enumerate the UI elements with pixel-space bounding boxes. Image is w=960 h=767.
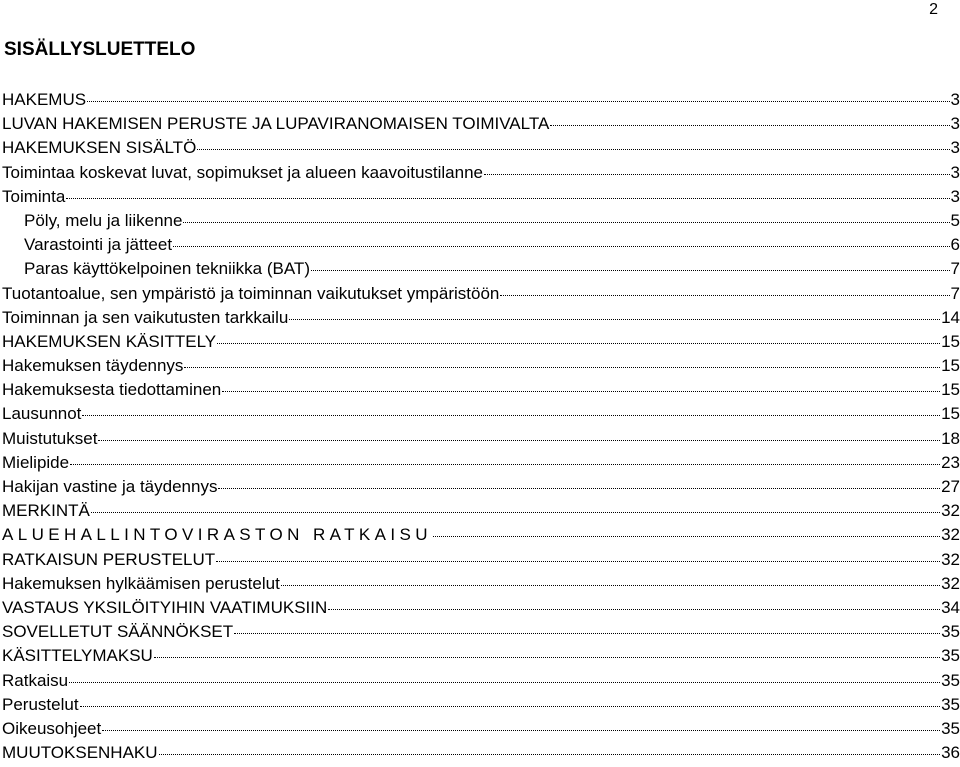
toc-entry-page: 27	[941, 477, 960, 496]
toc-dot-leader	[217, 343, 940, 344]
toc-entry-page: 3	[950, 162, 960, 182]
toc-dot-leader	[154, 657, 940, 658]
toc-dot-leader	[66, 198, 949, 199]
toc-entry-page: 15	[941, 404, 960, 424]
toc-entry-page: 32	[941, 501, 960, 521]
toc-entry-page: 15	[941, 380, 960, 400]
toc-dot-leader	[98, 440, 940, 441]
toc-entry-label: LUVAN HAKEMISEN PERUSTE JA LUPAVIRANOMAISEN TOIMIVALTA	[2, 114, 550, 134]
toc-entry-page: 6	[950, 235, 960, 255]
toc-entry-page: 5	[950, 210, 960, 230]
toc-dot-leader	[234, 633, 940, 634]
toc-entry[interactable]	[2, 572, 960, 596]
toc-entry-label: Mielipide	[2, 452, 70, 472]
toc-entry-label: Hakemuksesta tiedottaminen	[2, 380, 222, 400]
toc-dot-leader	[218, 488, 940, 489]
toc-entry-label: Perustelut	[2, 694, 79, 714]
toc-entry[interactable]	[2, 257, 960, 281]
toc-entry-label: Lausunnot	[2, 404, 82, 424]
toc-entry[interactable]	[2, 112, 960, 136]
toc-entry-page: 36	[941, 743, 960, 763]
toc-entry-page: 3	[950, 90, 960, 109]
toc-entry-label: Oikeusohjeet	[2, 718, 102, 738]
toc-dot-leader	[184, 367, 940, 368]
toc-entry-label: VASTAUS YKSILÖITYIHIN VAATIMUKSIIN	[2, 597, 328, 617]
toc-entry-label: Hakemuksen hylkäämisen perustelut	[2, 573, 280, 593]
toc-dot-leader	[91, 512, 940, 513]
toc-entry[interactable]	[2, 306, 960, 330]
toc-dot-leader	[500, 295, 949, 296]
toc-entry-page: 32	[941, 525, 960, 545]
toc-dot-leader	[183, 222, 949, 223]
toc-entry-label: Ratkaisu	[2, 670, 69, 690]
toc-entry[interactable]	[2, 741, 960, 765]
toc-entry[interactable]	[2, 378, 960, 402]
toc-entry-label: Paras käyttökelpoinen tekniikka (BAT)	[24, 259, 310, 279]
toc-entry[interactable]	[2, 644, 960, 668]
toc-entry[interactable]	[2, 88, 960, 112]
toc-entry-page: 35	[941, 694, 960, 714]
toc-entry[interactable]	[2, 596, 960, 620]
toc-entry[interactable]	[2, 499, 960, 523]
table-of-contents	[2, 88, 960, 765]
toc-dot-leader	[69, 682, 940, 683]
toc-entry-page: 3	[950, 186, 960, 206]
toc-entry[interactable]	[2, 161, 960, 185]
toc-entry-page: 23	[941, 452, 960, 472]
toc-dot-leader	[102, 730, 940, 731]
toc-entry-page: 32	[941, 573, 960, 593]
toc-title: SISÄLLYSLUETTELO	[4, 39, 196, 60]
toc-entry-page: 3	[950, 114, 960, 134]
toc-entry-label: Hakemuksen täydennys	[2, 356, 184, 376]
toc-entry-label: Toimintaa koskevat luvat, sopimukset ja alueen kaavoitustilanne	[2, 162, 483, 182]
toc-entry[interactable]	[2, 523, 960, 547]
toc-dot-leader	[159, 754, 941, 755]
toc-entry-label: KÄSITTELYMAKSU	[2, 646, 153, 666]
toc-dot-leader	[433, 536, 940, 537]
toc-entry[interactable]	[2, 717, 960, 741]
toc-entry[interactable]	[2, 548, 960, 572]
toc-entry-page: 3	[950, 138, 960, 158]
toc-entry-label: Pöly, melu ja liikenne	[24, 210, 183, 230]
page-number: 2	[929, 1, 938, 18]
toc-entry-label: Hakijan vastine ja täydennys	[2, 477, 218, 496]
toc-entry-label: HAKEMUKSEN KÄSITTELY	[2, 331, 217, 351]
toc-entry-page: 35	[941, 622, 960, 642]
toc-entry-page: 7	[950, 259, 960, 279]
toc-entry[interactable]	[2, 451, 960, 475]
toc-entry-page: 18	[941, 428, 960, 448]
toc-entry-page: 35	[941, 646, 960, 666]
toc-entry-label: MUUTOKSENHAKU	[2, 743, 158, 763]
toc-entry-label: HAKEMUS	[2, 90, 87, 109]
toc-entry-label: Toiminnan ja sen vaikutusten tarkkailu	[2, 307, 289, 327]
toc-dot-leader	[311, 270, 950, 271]
toc-dot-leader	[82, 415, 940, 416]
toc-dot-leader	[80, 706, 941, 707]
toc-entry[interactable]	[2, 475, 960, 499]
toc-entry-label: ALUEHALLINTOVIRASTON RATKAISU	[2, 525, 432, 545]
toc-dot-leader	[216, 561, 940, 562]
toc-entry[interactable]	[2, 620, 960, 644]
toc-entry[interactable]	[2, 669, 960, 693]
toc-entry-page: 34	[941, 597, 960, 617]
toc-dot-leader	[197, 149, 949, 150]
toc-dot-leader	[222, 391, 940, 392]
toc-entry-label: HAKEMUKSEN SISÄLTÖ	[2, 138, 197, 158]
toc-dot-leader	[87, 101, 949, 102]
toc-entry-page: 35	[941, 718, 960, 738]
toc-entry-page: 15	[941, 356, 960, 376]
toc-dot-leader	[289, 319, 940, 320]
toc-entry-label: Muistutukset	[2, 428, 98, 448]
toc-entry[interactable]	[2, 185, 960, 209]
toc-entry[interactable]	[2, 209, 960, 233]
toc-entry[interactable]	[2, 330, 960, 354]
toc-entry-label: RATKAISUN PERUSTELUT	[2, 549, 216, 569]
toc-dot-leader	[550, 125, 949, 126]
toc-entry[interactable]	[2, 233, 960, 257]
toc-entry[interactable]	[2, 402, 960, 426]
toc-entry-page: 14	[941, 307, 960, 327]
toc-entry-label: MERKINTÄ	[2, 501, 90, 521]
toc-entry-page: 35	[941, 670, 960, 690]
toc-entry[interactable]	[2, 354, 960, 378]
toc-dot-leader	[173, 246, 949, 247]
toc-dot-leader	[484, 174, 950, 175]
toc-entry[interactable]	[2, 136, 960, 160]
toc-entry-page: 15	[941, 331, 960, 351]
toc-entry[interactable]	[2, 282, 960, 306]
toc-dot-leader	[281, 585, 940, 586]
toc-entry-label: Toiminta	[2, 186, 66, 206]
toc-dot-leader	[328, 609, 940, 610]
toc-dot-leader	[70, 464, 940, 465]
toc-entry-label: SOVELLETUT SÄÄNNÖKSET	[2, 622, 234, 642]
toc-entry[interactable]	[2, 693, 960, 717]
toc-entry-label: Varastointi ja jätteet	[24, 235, 173, 255]
toc-entry-page: 7	[950, 283, 960, 303]
toc-entry-label: Tuotantoalue, sen ympäristö ja toiminnan vaikutukset ympäristöön	[2, 283, 500, 303]
toc-entry[interactable]	[2, 427, 960, 451]
toc-entry-page: 32	[941, 549, 960, 569]
